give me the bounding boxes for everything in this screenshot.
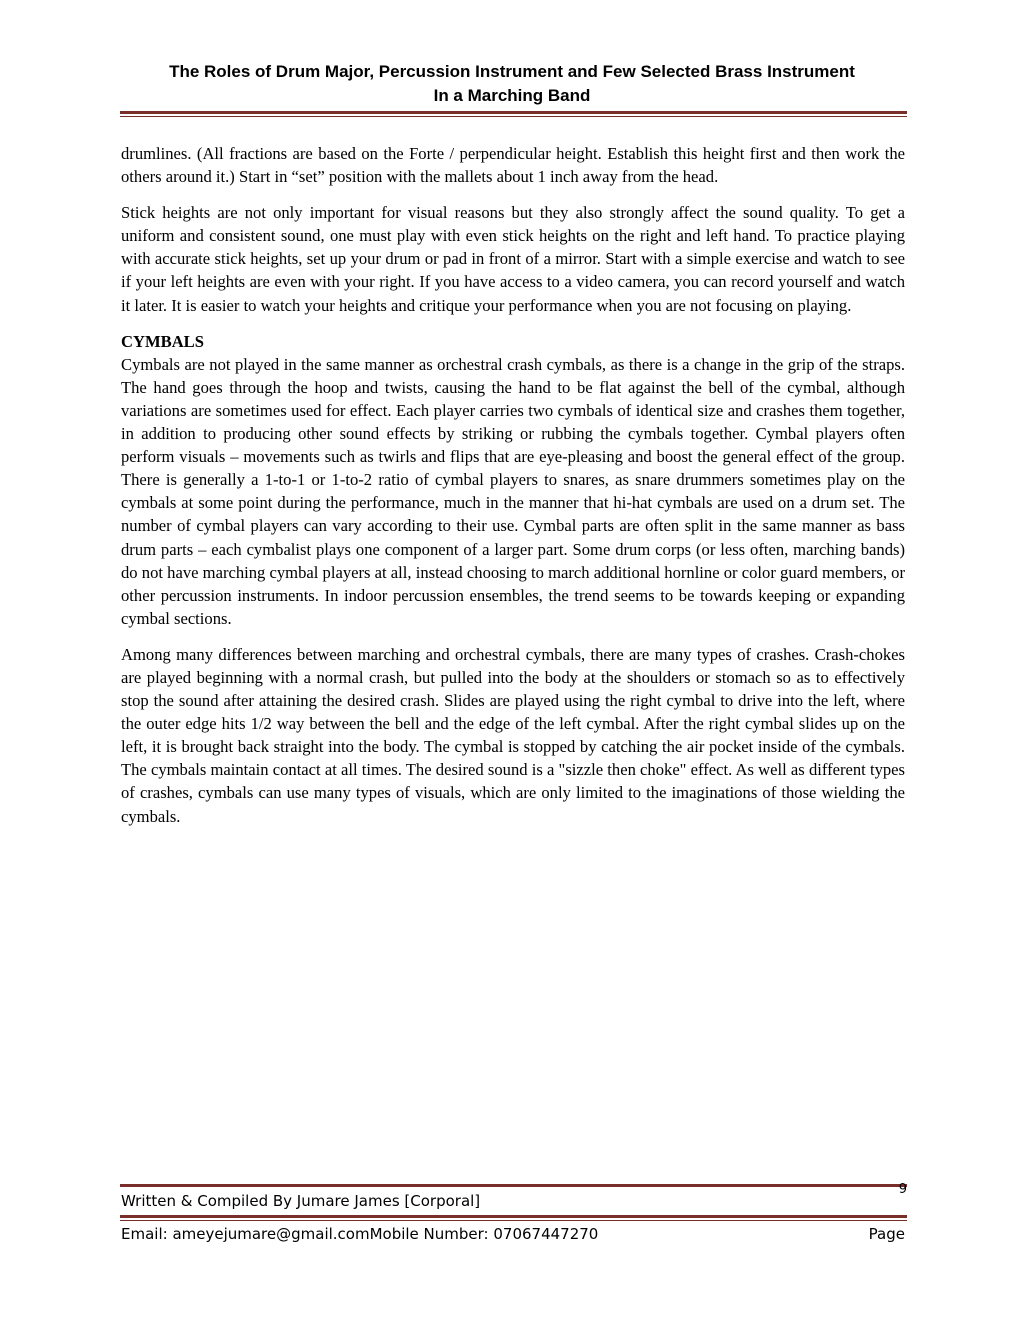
header-title-line2: In a Marching Band xyxy=(433,86,591,105)
header-rule-thin xyxy=(120,116,907,117)
body-paragraph: Among many differences between marching and orchestral cymbals, there are many types of crashes. Crash-chokes are played beginning with a normal crash, but pulled into the body at the shoulders or stomach so as to effectively stop the sound after attaining the desired crash. Slides are played using the right cymbal to drive into the left, where the outer edge hits 1/2 way between the bell and the edge of the left cymbal. After the right cymbal slides up on the left, it is brought back straight into the body. The cymbal is stopped by catching the air pocket inside of the cymbals. The cymbals maintain contact at all times. The desired sound is a "sizzle then choke" effect. As well as different types of crashes, cymbals can use many types of visuals, which are only limited to the imaginations of those wielding the cymbals. xyxy=(121,644,905,826)
section-heading: CYMBALS xyxy=(121,331,204,351)
header-rule-thick xyxy=(120,111,907,114)
footer-contact: Email: ameyejumare@gmail.comMobile Number: 07067447270 xyxy=(121,1225,599,1243)
running-header xyxy=(100,60,924,108)
footer-rule-top xyxy=(120,1184,907,1187)
body-paragraph: Stick heights are not only important for visual reasons but they also strongly affect the sound quality. To get a uniform and consistent sound, one must play with even stick heights on the right and left hand. To practice playing with accurate stick heights, set up your drum or pad in front of a mirror. Start with a simple exercise and watch to see if your left heights are even with your right. If you have access to a video camera, you can record yourself and watch it later. It is easier to watch your heights and critique your performance when you are not focusing on playing. xyxy=(121,203,905,315)
page-number: 9 xyxy=(898,1182,907,1197)
body-paragraph: drumlines. (All fractions are based on the Forte / perpendicular height. Establish this height first and then work the others around it.) Start in “set” position with the mallets about 1 inch away from the head. xyxy=(121,144,905,187)
footer-rule-middle xyxy=(120,1215,907,1218)
page-label: Page xyxy=(868,1225,905,1243)
footer-rule-middle-thin xyxy=(120,1220,907,1221)
body-content xyxy=(121,142,905,841)
footer-author: Written & Compiled By Jumare James [Corporal] xyxy=(121,1192,481,1210)
body-paragraph: Cymbals are not played in the same manner as orchestral crash cymbals, as there is a change in the grip of the straps. The hand goes through the hoop and twists, causing the hand to be flat against the bell of the cymbal, although variations are sometimes used for effect. Each player carries two cymbals of identical size and crashes them together, in addition to producing other sound effects by striking or rubbing the cymbals together. Cymbal players often perform visuals – movements such as twirls and flips that are eye-pleasing and boost the general effect of the group. There is generally a 1-to-1 or 1-to-2 ratio of cymbal players to snares, as snare drummers sometimes play on the cymbals at some point during the performance, much in the manner that hi-hat cymbals are used on a drum set. The number of cymbal players can vary according to their use. Cymbal parts are often split in the same manner as bass drum parts – each cymbalist plays one component of a larger part. Some drum corps (or less often, marching bands) do not have marching cymbal players at all, instead choosing to march additional hornline or color guard members, or other percussion instruments. In indoor percussion ensembles, the trend seems to be towards keeping or expanding cymbal sections. xyxy=(121,354,905,628)
header-title-line1: The Roles of Drum Major, Percussion Instrument and Few Selected Brass Instrument xyxy=(169,62,855,81)
